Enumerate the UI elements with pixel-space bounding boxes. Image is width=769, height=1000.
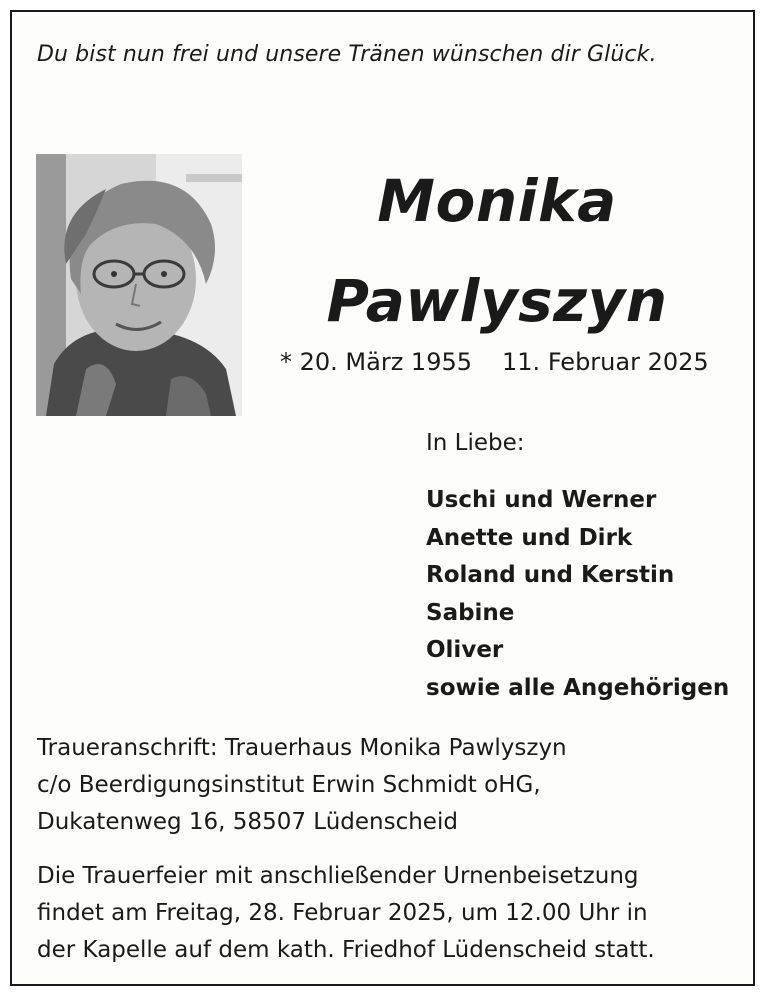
address-line: Traueranschrift: Trauerhaus Monika Pawlyszyn bbox=[37, 735, 567, 761]
deceased-last-name: Pawlyszyn bbox=[326, 267, 668, 335]
birth-date: * 20. März 1955 bbox=[280, 348, 473, 376]
life-dates bbox=[280, 348, 709, 376]
obituary-frame bbox=[10, 10, 755, 986]
portrait-photo-icon bbox=[36, 154, 242, 416]
in-love-label: In Liebe: bbox=[426, 430, 525, 456]
mourners-list bbox=[426, 482, 729, 707]
address-line: Dukatenweg 16, 58507 Lüdenscheid bbox=[37, 809, 458, 835]
ceremony-line: Die Trauerfeier mit anschließender Urnenbeisetzung bbox=[37, 863, 639, 889]
mourner-item: Oliver bbox=[426, 637, 504, 663]
mourner-item: Sabine bbox=[426, 599, 515, 626]
mourning-address bbox=[37, 730, 567, 841]
mourner-item: Roland und Kerstin bbox=[426, 562, 675, 588]
mourner-item: sowie alle Angehörigen bbox=[426, 674, 730, 701]
mourner-item: Uschi und Werner bbox=[426, 487, 657, 513]
mourner-item: Anette und Dirk bbox=[426, 524, 633, 551]
death-date: 11. Februar 2025 bbox=[502, 348, 709, 376]
motto-text: Du bist nun frei und unsere Tränen wünschen dir Glück. bbox=[37, 42, 657, 67]
ceremony-line: findet am Freitag, 28. Februar 2025, um 12.00 Uhr in bbox=[37, 900, 648, 926]
deceased-first-name: Monika bbox=[377, 167, 617, 235]
ceremony-line: der Kapelle auf dem kath. Friedhof Lüdenscheid statt. bbox=[37, 937, 655, 963]
ceremony-info bbox=[37, 858, 655, 969]
address-line: c/o Beerdigungsinstitut Erwin Schmidt oHG, bbox=[37, 772, 541, 798]
